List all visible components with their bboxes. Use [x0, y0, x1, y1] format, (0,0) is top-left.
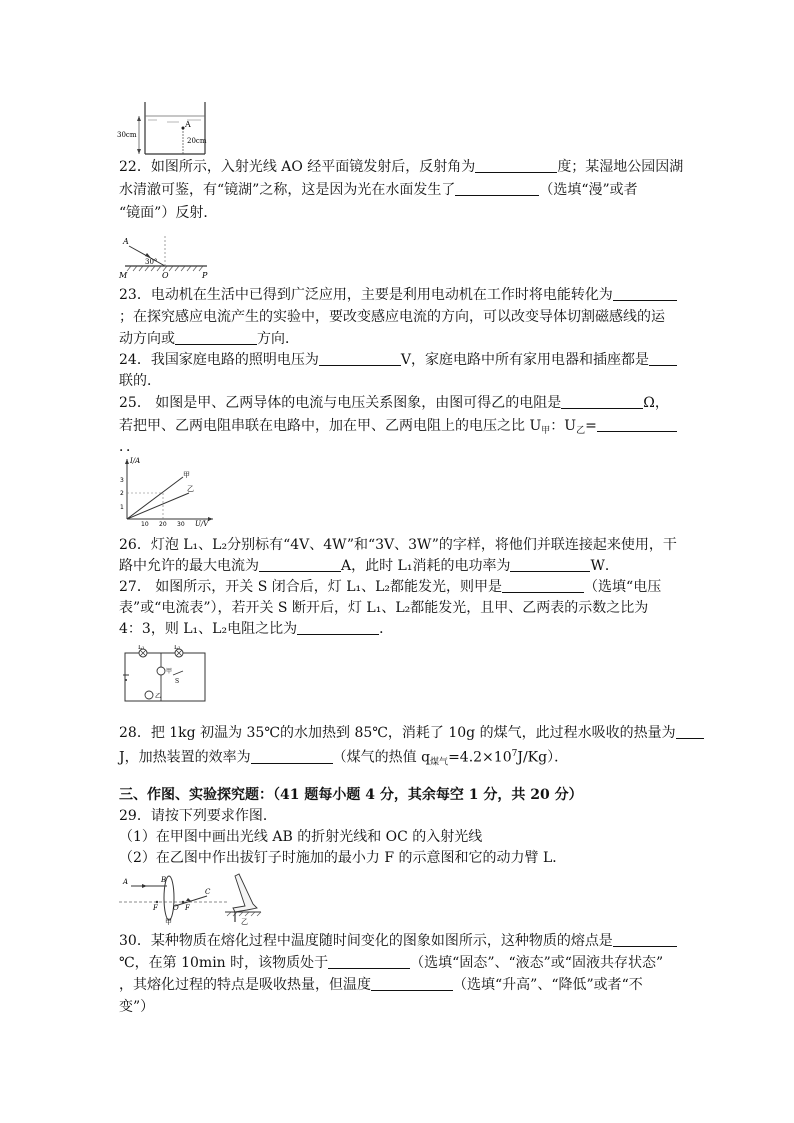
answer-blank[interactable] [649, 351, 677, 366]
answer-blank[interactable] [455, 181, 539, 196]
tick-label: 10 [141, 521, 149, 527]
tick-label: 2 [120, 490, 124, 497]
answer-blank[interactable] [613, 932, 677, 947]
q22-line2: 水清澈可鉴，有“镜湖”之称，这是因为光在水面发生了 （选填“漫”或者 [119, 182, 638, 198]
answer-blank[interactable] [597, 417, 677, 432]
figure-label: O [162, 271, 169, 280]
q26-line2: 路中允许的最大电流为 A，此时 L₁消耗的电功率为 W． [119, 558, 619, 574]
series-label: 甲 [183, 471, 190, 479]
q23-line3: 动方向或 方向． [119, 331, 299, 347]
answer-blank[interactable] [251, 749, 333, 764]
answer-blank[interactable] [371, 976, 453, 991]
section-heading: 三、作图、实验探究题：（41 题每小题 4 分，其余每空 1 分，共 20 分） [119, 787, 583, 803]
figure-label: P [202, 271, 208, 280]
tick-label: 1 [120, 504, 124, 511]
iu-graph-figure [117, 455, 217, 527]
q29-title: 29．请按下列要求作图． [119, 808, 277, 824]
q25-line1: 25． 如图是甲、乙两导体的电流与电压关系图象，由图可得乙的电阻是 Ω， [119, 395, 669, 411]
q30-line2: ℃，在第 10min 时，该物质处于 （选填“固态”、“液态”或“固液共存状态” [119, 955, 664, 971]
answer-blank[interactable] [510, 557, 590, 572]
figure-label: 甲 [165, 918, 172, 926]
answer-blank[interactable] [502, 578, 584, 593]
q22-line1: 22．如图所示，入射光线 AO 经平面镜发射后，反射角为 度；某湿地公园因湖 [119, 159, 684, 175]
figure-label: 30° [145, 258, 158, 266]
figure-label: A [123, 237, 129, 246]
q25-line3: ．． [119, 439, 140, 455]
optics-lever-figure [117, 868, 267, 926]
figure-label: M [119, 271, 128, 280]
tick-label: 3 [120, 477, 124, 484]
mirror-figure [117, 232, 212, 280]
figure-label: F [153, 904, 158, 912]
answer-blank[interactable] [175, 330, 257, 345]
q26-line1: 26．灯泡 L₁、L₂分别标有“4V、4W”和“3V、3W”的字样，将他们并联连接起来使用，干 [119, 537, 677, 553]
figure-label: 30cm [117, 131, 137, 139]
answer-blank[interactable] [561, 394, 643, 409]
figure-label: B [161, 876, 167, 884]
q25-line2: 若把甲、乙两电阻串联在电路中，加在甲、乙两电阻上的电压之比 $U_甲$：$U_乙=$ [119, 416, 677, 441]
figure-label: L₂ [174, 645, 181, 651]
q28-line1: 28．把 1kg 初温为 35℃的水加热到 85℃，消耗了 10g 的煤气，此过程水吸收的热量为 [119, 723, 704, 743]
figure-label: 乙 [155, 693, 162, 700]
figure-label: C [205, 888, 211, 896]
figure-label: 乙 [241, 918, 248, 926]
answer-blank[interactable] [676, 724, 704, 739]
q29-part1: （1）在甲图中画出光线 AB 的折射光线和 OC 的入射光线 [119, 829, 483, 845]
tick-label: 20 [159, 521, 167, 527]
q23-line1: 23．电动机在生活中已得到广泛应用，主要是利用电动机在工作时将电能转化为 [119, 285, 677, 305]
q24-line1: 24．我国家庭电路的照明电压为 V，家庭电路中所有家用电器和插座都是 [119, 350, 677, 370]
figure-label: A [185, 120, 191, 129]
figure-label: 甲 [166, 668, 173, 675]
q27-line1: 27． 如图所示，开关 S 闭合后，灯 L₁、L₂都能发光，则甲是 （选填“电压 [119, 579, 662, 595]
figure-label: S [175, 678, 180, 685]
figure-label: 20cm [187, 137, 207, 145]
q30-line3: ，其熔化过程的特点是吸收热量，但温度 （选填“升高”、“降低”或者“不 [119, 977, 643, 993]
figure-label: O [173, 904, 179, 912]
axis-label: I/A [130, 457, 141, 465]
q24-line2: 联的． [119, 373, 161, 389]
figure-label: L₁ [138, 645, 145, 651]
tick-label: 30 [177, 521, 185, 527]
q23-line2: ；在探究感应电流产生的实验中，要改变感应电流的方向，可以改变导体切割磁感线的运 [119, 309, 665, 325]
answer-blank[interactable] [613, 286, 677, 301]
q22-line3: “镜面”）反射． [119, 205, 218, 221]
answer-blank[interactable] [475, 158, 557, 173]
axis-label: U/V [195, 520, 209, 527]
container-figure [117, 100, 217, 156]
figure-label: A [123, 878, 129, 886]
series-label: 乙 [187, 485, 194, 493]
q30-line1: 30．某种物质在熔化过程中温度随时间变化的图象如图所示，这种物质的熔点是 [119, 931, 677, 951]
figure-label: F [185, 904, 190, 912]
answer-blank[interactable] [328, 954, 410, 969]
q27-line2: 表”或“电流表”），若开关 S 断开后，灯 L₁、L₂都能发光，且甲、乙两表的示数之比为 [119, 600, 649, 616]
q30-line4: 变”） [119, 999, 155, 1015]
q27-line3: 4：3，则 L₁、L₂电阻之比为 ． [119, 621, 394, 637]
answer-blank[interactable] [319, 351, 401, 366]
q28-line2: J，加热装置的效率为 （煤气的热值 $q_{煤气}=4.2\times 10^7J/Kg$）． [119, 749, 569, 768]
circuit-figure [117, 645, 213, 709]
answer-blank[interactable] [259, 557, 341, 572]
answer-blank[interactable] [297, 620, 379, 635]
q29-part2: （2）在乙图中作出拔钉子时施加的最小力 F 的示意图和它的动力臂 L． [119, 850, 567, 866]
